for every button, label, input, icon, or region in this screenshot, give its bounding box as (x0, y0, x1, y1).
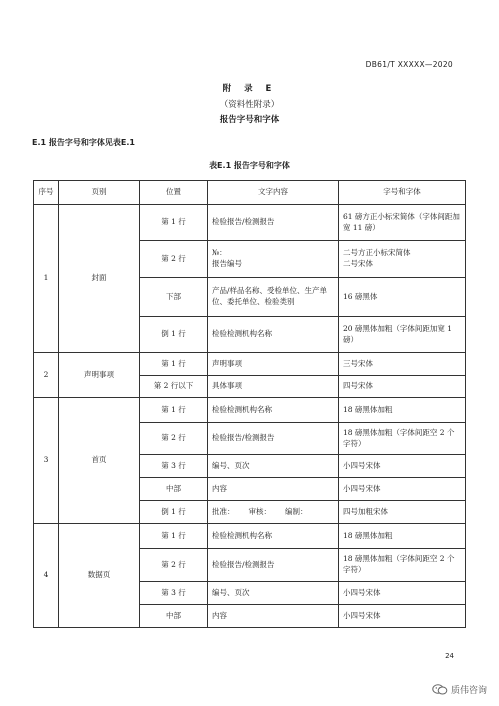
section-heading: E.1 报告字号和字体见表E.1 (32, 138, 135, 147)
text-content-cell: 检验报告/检测报告 (208, 205, 339, 241)
table-row (34, 398, 466, 423)
text-content-cell: 声明事项 (208, 353, 339, 376)
position-cell: 第 2 行以下 (140, 376, 208, 398)
text-line: 报告编号 (212, 259, 242, 268)
approve-label: 批准： (212, 506, 235, 516)
signature-fields-cell (208, 501, 339, 524)
table-header-row (34, 181, 466, 205)
table-row (34, 353, 466, 376)
position-cell: 第 2 行 (140, 423, 208, 455)
font-spec-cell (339, 241, 466, 278)
text-content-cell: 产品/样品名称、受检单位、生产单位、委托单位、检验类别 (208, 278, 339, 317)
font-spec-cell: 三号宋体 (339, 353, 466, 376)
font-spec-cell: 四号加粗宋体 (339, 501, 466, 524)
text-content-cell: 检验检测机构名称 (208, 524, 339, 549)
header-cell-page: 页别 (59, 181, 140, 205)
position-cell: 第 3 行 (140, 582, 208, 605)
watermark-text: 质伟咨询 (450, 686, 487, 696)
text-content-cell (208, 241, 339, 278)
font-spec-cell: 小四号宋体 (339, 582, 466, 605)
text-content-cell: 检验检测机构名称 (208, 398, 339, 423)
position-cell: 中部 (140, 605, 208, 628)
row-number-cell: 4 (34, 524, 59, 628)
text-content-cell: 检验报告/检测报告 (208, 423, 339, 455)
position-cell: 倒 1 行 (140, 317, 208, 353)
wechat-icon (432, 684, 448, 695)
page-number: 24 (445, 652, 454, 660)
table-caption: 表E.1 报告字号和字体 (209, 161, 290, 170)
position-cell: 下部 (140, 278, 208, 317)
watermark (432, 683, 487, 696)
row-number-cell: 1 (34, 205, 59, 353)
font-spec-cell: 四号宋体 (339, 376, 466, 398)
header-cell-position: 位置 (140, 181, 208, 205)
position-cell: 第 1 行 (140, 524, 208, 549)
font-spec-cell: 61 磅方正小标宋简体（字体间距加宽 11 磅） (339, 205, 466, 241)
position-cell: 第 3 行 (140, 455, 208, 478)
standard-code: DB61/T XXXXX—2020 (365, 60, 453, 69)
page-type-cell: 声明事项 (59, 353, 140, 398)
header-cell-font: 字号和字体 (339, 181, 466, 205)
font-spec-cell: 20 磅黑体加粗（字体间距加宽 1 磅） (339, 317, 466, 353)
table-row (34, 205, 466, 241)
appendix-name: 报告字号和字体 (219, 115, 280, 125)
font-spec-cell: 小四号宋体 (339, 455, 466, 478)
font-spec-cell: 18 磅黑体加粗（字体间距空 2 个字符） (339, 549, 466, 582)
position-cell: 中部 (140, 478, 208, 501)
header-cell-no: 序号 (34, 181, 59, 205)
font-spec-cell: 18 磅黑体加粗 (339, 524, 466, 549)
font-spec-cell: 18 磅黑体加粗（字体间距空 2 个字符） (339, 423, 466, 455)
text-content-cell: 编号、页次 (208, 455, 339, 478)
review-label: 审核： (248, 506, 271, 516)
position-cell: 第 2 行 (140, 241, 208, 278)
font-spec-cell: 16 磅黑体 (339, 278, 466, 317)
position-cell: 第 1 行 (140, 353, 208, 376)
position-cell: 第 1 行 (140, 205, 208, 241)
compile-label: 编制： (285, 506, 308, 516)
position-cell: 倒 1 行 (140, 501, 208, 524)
font-line: 二号宋体 (343, 259, 373, 268)
header-cell-text: 文字内容 (208, 181, 339, 205)
position-cell: 第 2 行 (140, 549, 208, 582)
text-content-cell: 内容 (208, 605, 339, 628)
page-type-cell: 数据页 (59, 524, 140, 628)
text-content-cell: 编号、页次 (208, 582, 339, 605)
appendix-type: （资料性附录） (219, 100, 280, 110)
font-spec-cell: 小四号宋体 (339, 605, 466, 628)
text-content-cell: 内容 (208, 478, 339, 501)
page-type-cell: 首页 (59, 398, 140, 524)
position-cell: 第 1 行 (140, 398, 208, 423)
table-row (34, 524, 466, 549)
row-number-cell: 2 (34, 353, 59, 398)
font-line: 二号方正小标宋简体 (343, 248, 411, 258)
font-size-table (33, 180, 466, 628)
font-spec-cell: 18 磅黑体加粗 (339, 398, 466, 423)
text-content-cell: 检验报告/检测报告 (208, 549, 339, 582)
appendix-title: 附 录 E (222, 84, 277, 94)
font-spec-cell: 小四号宋体 (339, 478, 466, 501)
text-content-cell: 检验检测机构名称 (208, 317, 339, 353)
page-type-cell: 封面 (59, 205, 140, 353)
text-content-cell: 具体事项 (208, 376, 339, 398)
row-number-cell: 3 (34, 398, 59, 524)
text-line: №： (212, 248, 227, 258)
